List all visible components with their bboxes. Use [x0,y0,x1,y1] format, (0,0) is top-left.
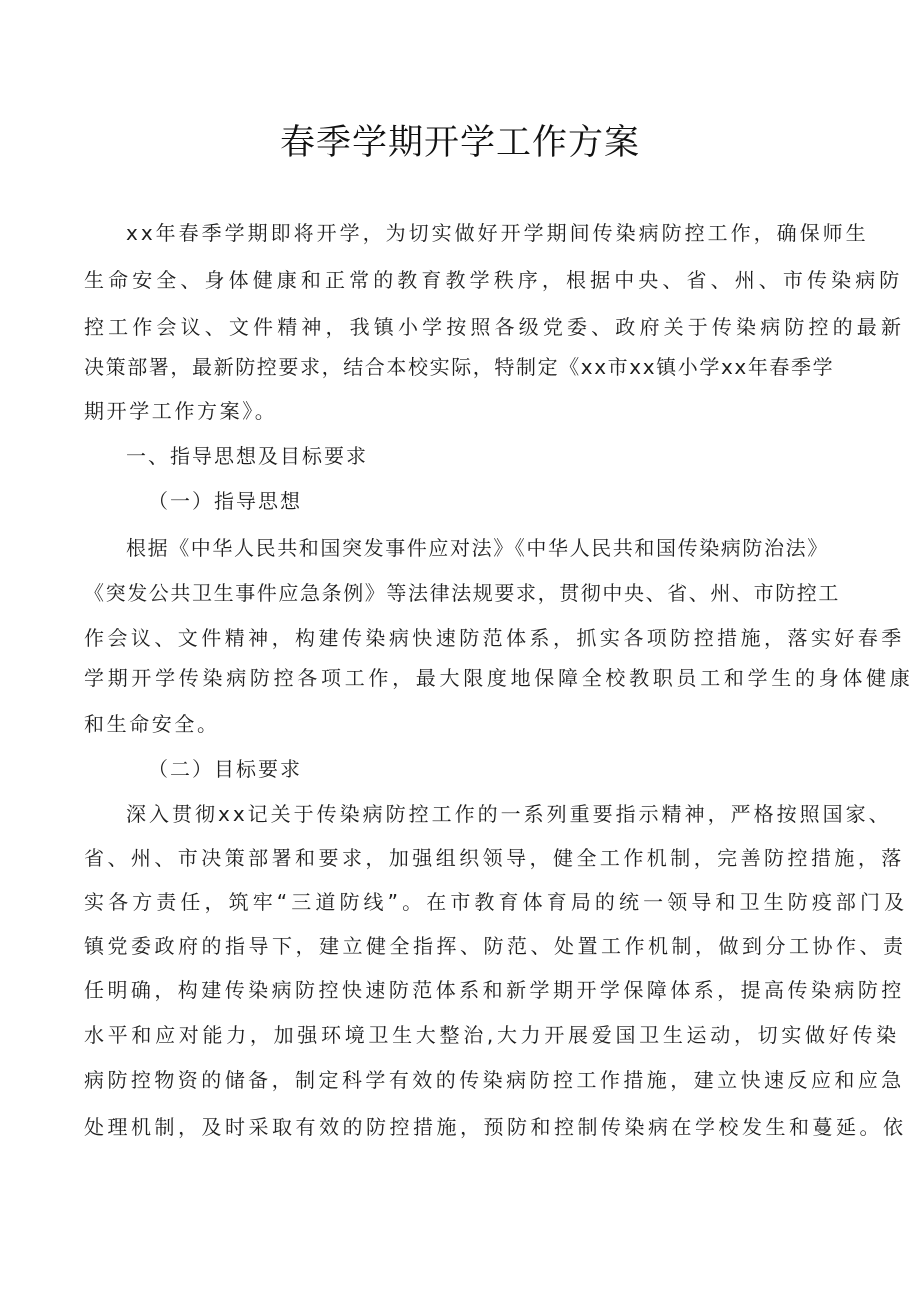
paragraph-line: 根据《中华人民共和国突发事件应对法》《中华人民共和国传染病防治法》 [126,536,829,560]
paragraph-line: 处理机制，及时采取有效的防控措施，预防和控制传染病在学校发生和蔓延。依 [84,1115,907,1139]
paragraph-line: 《突发公共卫生事件应急条例》等法律法规要求，贯彻中央、省、州、市防控工 [84,581,840,605]
paragraph-line: 控工作会议、文件精神，我镇小学按照各级党委、政府关于传染病防控的最新 [84,315,906,339]
paragraph-line: 任明确，构建传染病防控快速防范体系和新学期开学保障体系，提高传染病防控 [84,978,905,1002]
paragraph-line: 实各方责任，筑牢“三道防线”。在市教育体育局的统一领导和卫生防疫部门及 [84,890,909,914]
paragraph-line: 作会议、文件精神，构建传染病快速防范体系，抓实各项防控措施，落实好春季 [84,626,905,650]
paragraph-line: 生命安全、身体健康和正常的教育教学秩序，根据中央、省、州、市传染病防 [84,268,904,292]
document-title: 春季学期开学工作方案 [279,123,640,163]
paragraph-line: 学期开学传染病防控各项工作，最大限度地保障全校教职员工和学生的身体健康 [84,666,914,690]
section-heading: 一、指导思想及目标要求 [126,444,368,468]
paragraph-line: 决策部署，最新防控要求，结合本校实际，特制定《xx市xx镇小学xx年春季学 [84,355,835,379]
paragraph-line: 水平和应对能力，加强环境卫生大整治,大力开展爱国卫生运动，切实做好传染 [84,1023,900,1047]
subsection-heading: （二）目标要求 [148,757,302,781]
subsection-heading: （一）指导思想 [148,489,302,513]
paragraph-line: 深入贯彻xx记关于传染病防控工作的一系列重要指示精神，严格按照国家、 [126,802,892,826]
paragraph-line: 省、州、市决策部署和要求，加强组织领导，健全工作机制，完善防控措施，落 [84,846,905,870]
paragraph-line: 和生命安全。 [84,712,220,736]
paragraph-line: xx年春季学期即将开学，为切实做好开学期间传染病防控工作，确保师生 [126,221,869,245]
paragraph-line: 镇党委政府的指导下，建立健全指挥、防范、处置工作机制，做到分工协作、责 [84,934,907,958]
paragraph-line: 病防控物资的储备，制定科学有效的传染病防控工作措施，建立快速反应和应急 [84,1068,905,1092]
paragraph-line: 期开学工作方案》。 [84,399,278,423]
